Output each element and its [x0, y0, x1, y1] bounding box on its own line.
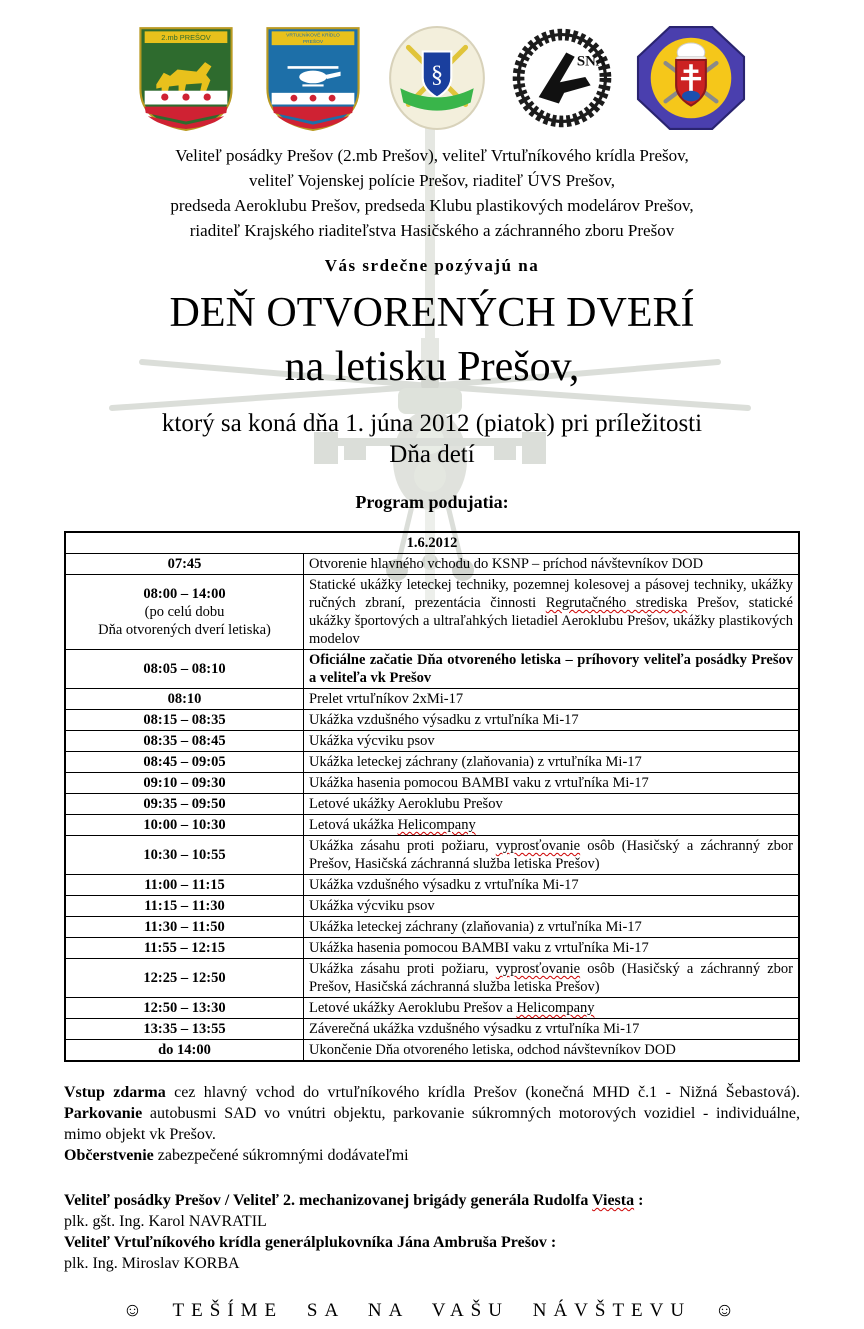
subtitle-line: ktorý sa koná dňa 1. júna 2012 (piatok) pri príležitosti — [161, 410, 703, 437]
table-row — [66, 688, 798, 709]
activity-cell: Letová ukážka Helicompany — [309, 817, 476, 833]
table-row — [66, 895, 798, 916]
official-name: plk. Ing. Miroslav KORBA — [64, 1255, 240, 1272]
time-cell: 08:35 – 08:45 — [66, 731, 304, 751]
svg-text:VRTUĽNÍKOVÉ KRÍDLO: VRTUĽNÍKOVÉ KRÍDLO — [285, 33, 340, 39]
table-row — [66, 553, 798, 574]
activity-cell: Letové ukážky Aeroklubu Prešov a Helicompany — [309, 1000, 595, 1016]
time-cell: 12:50 – 13:30 — [66, 998, 304, 1018]
table-row — [66, 772, 798, 793]
time-cell: 08:15 – 08:35 — [66, 710, 304, 730]
table-row — [66, 958, 798, 997]
activity-cell: Letové ukážky Aeroklubu Prešov — [309, 796, 503, 812]
event-title: DEŇ OTVORENÝCH DVERÍ — [169, 290, 695, 336]
sna-aviation-wreath-emblem-icon — [509, 25, 615, 131]
activity-cell: Statické ukážky leteckej techniky, pozemnej kolesovej a pásovej techniky, ukážky ručných zbraní, prezentácia činnosti Regrutačného strediska Prešov, statické ukážky športových a ultraľahkých lietadiel Aeroklubu Prešov, ukážky plastikových modelov — [309, 577, 793, 647]
time-cell: 08:05 – 08:10 — [66, 650, 304, 688]
organizer-line: riaditeľ Krajského riaditeľstva Hasičského a záchranného zboru Prešov — [189, 221, 675, 240]
table-date-row — [66, 533, 798, 553]
svg-text:2.mb PREŠOV: 2.mb PREŠOV — [161, 32, 211, 42]
organizers — [0, 143, 864, 243]
organizer-line: Veliteľ posádky Prešov (2.mb Prešov), veliteľ Vrtuľníkového krídla Prešov, — [175, 146, 689, 165]
time-cell: 13:35 – 13:55 — [66, 1019, 304, 1039]
smiley-right-icon: ☺ — [714, 1300, 742, 1321]
activity-cell: Ukážka zásahu proti požiaru, vyprosťovanie osôb (Hasičský a záchranný zbor Prešov, Hasičská záchranná služba letiska Prešov) — [309, 838, 793, 872]
official-name: plk. gšt. Ing. Karol NAVRATIL — [64, 1213, 267, 1230]
activity-cell: Ukážka leteckej záchrany (zlaňovania) z vrtuľníka Mi-17 — [309, 754, 642, 770]
table-row — [66, 751, 798, 772]
time-cell: 07:45 — [66, 554, 304, 574]
time-cell: 08:10 — [66, 689, 304, 709]
helicopter-wing-presov-emblem-icon — [260, 25, 366, 131]
entry-lead: Vstup zdarma — [64, 1084, 166, 1101]
table-row — [66, 574, 798, 649]
table-row — [66, 916, 798, 937]
table-row — [66, 1018, 798, 1039]
activity-cell: Ukážka výcviku psov — [309, 898, 435, 914]
time-cell: 12:25 – 12:50 — [66, 959, 304, 997]
organizer-line: predseda Aeroklubu Prešov, predseda Klubu plastikových modelárov Prešov, — [170, 196, 694, 215]
fire-and-rescue-corps-emblem-icon — [635, 25, 747, 131]
activity-cell: Prelet vrtuľníkov 2xMi-17 — [309, 691, 464, 707]
table-row — [66, 1039, 798, 1060]
closing-text: TEŠÍME SA NA VAŠU NÁVŠTEVU — [172, 1300, 692, 1321]
official-entry — [64, 1190, 800, 1232]
event-date-subtitle — [0, 408, 864, 470]
time-cell: 10:00 – 10:30 — [66, 815, 304, 835]
table-row — [66, 649, 798, 688]
activity-cell: Otvorenie hlavného vchodu do KSNP – príchod návštevníkov DOD — [309, 556, 704, 572]
time-cell: 11:00 – 11:15 — [66, 875, 304, 895]
refreshment-text: zabezpečené súkromnými dodávateľmi — [153, 1147, 409, 1164]
time-cell: do 14:00 — [66, 1040, 304, 1060]
table-row — [66, 997, 798, 1018]
official-title: Veliteľ Vrtuľníkového krídla generálplukovníka Jána Ambruša Prešov : — [64, 1234, 557, 1251]
closing-line — [0, 1300, 864, 1322]
time-cell: 09:35 – 09:50 — [66, 794, 304, 814]
subtitle-line: Dňa detí — [389, 441, 475, 468]
svg-text:§: § — [430, 61, 444, 89]
program-table — [64, 531, 800, 1062]
time-cell: 11:55 – 12:15 — [66, 938, 304, 958]
time-cell: 09:10 – 09:30 — [66, 773, 304, 793]
activity-cell: Ukážka vzdušného výsadku z vrtuľníka Mi-17 — [309, 877, 579, 893]
officials-block — [0, 1190, 864, 1274]
time-cell: 10:30 – 10:55 — [66, 836, 304, 874]
activity-cell: Ukážka hasenia pomocou BAMBI vaku z vrtuľníka Mi-17 — [309, 940, 649, 956]
activity-cell: Ukážka zásahu proti požiaru, vyprosťovanie osôb (Hasičský a záchranný zbor Prešov, Hasičská záchranná služba letiska Prešov) — [309, 961, 793, 995]
activity-cell: Záverečná ukážka vzdušného výsadku z vrtuľníka Mi-17 — [309, 1021, 640, 1037]
table-row — [66, 709, 798, 730]
activity-cell: Ukončenie Dňa otvoreného letiska, odchod návštevníkov DOD — [309, 1042, 676, 1058]
activity-cell: Ukážka hasenia pomocou BAMBI vaku z vrtuľníka Mi-17 — [309, 775, 649, 791]
activity-cell: Ukážka vzdušného výsadku z vrtuľníka Mi-17 — [309, 712, 579, 728]
svg-text:PREŠOV: PREŠOV — [302, 40, 323, 46]
refreshment-lead: Občerstvenie — [64, 1147, 154, 1164]
table-row — [66, 835, 798, 874]
official-entry — [64, 1232, 800, 1274]
smiley-left-icon: ☺ — [122, 1300, 150, 1321]
activity-cell: Ukážka výcviku psov — [309, 733, 435, 749]
date-header: 1.6.2012 — [406, 535, 458, 551]
program-heading: Program podujatia: — [355, 492, 509, 512]
entry-text: cez hlavný vchod do vrtuľníkového krídla Prešov (konečná MHD č.1 - Nižná Šebastová). — [165, 1084, 801, 1101]
parking-text: autobusmi SAD vo vnútri objektu, parkovanie súkromných motorových vozidiel - individuálne, mimo objekt vk Prešov. — [64, 1105, 800, 1143]
event-title-location: na letisku Prešov, — [284, 344, 580, 390]
table-row — [66, 730, 798, 751]
organizer-line: veliteľ Vojenskej polície Prešov, riaditeľ ÚVS Prešov, — [248, 171, 616, 190]
2mb-presov-brigade-emblem-icon — [133, 25, 239, 131]
military-police-emblem-icon — [386, 25, 488, 131]
table-row — [66, 874, 798, 895]
time-cell: 11:15 – 11:30 — [66, 896, 304, 916]
activity-cell: Oficiálne začatie Dňa otvoreného letiska – príhovory veliteľa posádky Prešov a veliteľa vk Prešov — [309, 652, 793, 686]
table-row — [66, 793, 798, 814]
time-cell: 08:00 – 14:00 (po celú dobu Dňa otvorených dverí letiska) — [66, 575, 304, 649]
parking-lead: Parkovanie — [64, 1105, 143, 1122]
entry-parking-info — [0, 1082, 864, 1145]
activity-cell: Ukážka leteckej záchrany (zlaňovania) z vrtuľníka Mi-17 — [309, 919, 642, 935]
table-row — [66, 937, 798, 958]
refreshment-info — [0, 1145, 864, 1166]
table-row — [66, 814, 798, 835]
svg-text:SNA: SNA — [576, 53, 607, 70]
time-cell: 08:45 – 09:05 — [66, 752, 304, 772]
logo-row — [133, 25, 747, 131]
official-title: Veliteľ posádky Prešov / Veliteľ 2. mechanizovanej brigády generála Rudolfa Viesta : — [64, 1192, 644, 1209]
time-cell: 11:30 – 11:50 — [66, 917, 304, 937]
invitation-lead-in: Vás srdečne pozývajú na — [324, 256, 540, 275]
